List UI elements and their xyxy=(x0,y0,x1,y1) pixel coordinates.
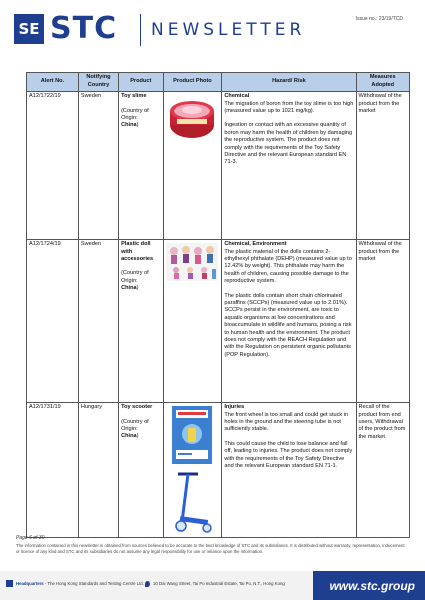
hazard-title: Injuries xyxy=(224,404,245,411)
hq-label: Headquarters xyxy=(16,581,44,586)
website-link[interactable]: www.stc.group xyxy=(329,579,415,593)
hazard-cell xyxy=(222,91,356,239)
col-alert-no: Alert No. xyxy=(27,73,79,92)
col-measures-adopted: Measures Adopted xyxy=(356,73,410,92)
hazard-cell xyxy=(222,402,356,537)
photo-cell xyxy=(163,402,222,537)
address: 10 Dai Wang Street, Tai Po Industrial Estate, Tai Po, N.T., Hong Kong xyxy=(153,581,285,586)
origin-value: China xyxy=(121,122,137,129)
hazard-text: The front wheel is too small and could get stuck in holes in the ground and the steering tube is not sufficiently stable. xyxy=(224,411,349,433)
website-banner xyxy=(313,571,425,600)
col-product-photo: Product Photo xyxy=(163,73,222,92)
logo-text: STC xyxy=(50,11,118,46)
table-row xyxy=(27,91,410,239)
plastic-doll-photo xyxy=(166,243,218,281)
col-product: Product xyxy=(119,73,163,92)
location-pin-icon xyxy=(145,581,150,587)
hazard-cell xyxy=(222,239,356,402)
hazard-text: This could cause the child to lose balance and fall off, leading to injuries. The product does not comply with the requirements of the Toy Safety Directive and the relevant European standard EN 71-1. xyxy=(224,440,353,470)
origin-label: (Country of Origin: xyxy=(121,418,149,432)
notifying-country: Sweden xyxy=(78,91,118,239)
page-number: Page 6 of 30 xyxy=(16,535,45,541)
hazard-text: The migration of boron from the toy slime is too high (measured value up to 1021 mg/kg). xyxy=(224,100,354,114)
product-name: Toy slime xyxy=(121,93,147,100)
product-cell: Toy scooter (Country of Origin: China) xyxy=(119,402,163,537)
alerts-table xyxy=(26,72,410,538)
col-notifying-country: Notifying Country xyxy=(78,73,118,92)
table-row xyxy=(27,402,410,537)
measures-adopted: Withdrawal of the product from the market xyxy=(356,91,410,239)
origin-value: China xyxy=(121,433,137,440)
notifying-country: Sweden xyxy=(78,239,118,402)
hazard-text: The plastic material of the dolls contains 2-ethylhexyl phthalate (DEHP) (measured value up to 12.42% by weight). This phthalate may harm the health of children, causing possible damage to the reproductive system. xyxy=(224,248,352,285)
measures-adopted: Withdrawal of the product from the market xyxy=(356,239,410,402)
hazard-title: Chemical xyxy=(224,93,250,100)
toy-slime-photo xyxy=(167,95,217,141)
page-header xyxy=(0,0,425,60)
stc-logo xyxy=(14,11,126,46)
product-cell: Plastic doll with accessories (Country of Origin: China) xyxy=(119,239,163,402)
origin-label: (Country of Origin: xyxy=(121,107,149,121)
alert-no: A12/1722/19 xyxy=(27,91,79,239)
issue-number: Issue no.: 23/19/TCD xyxy=(355,16,403,22)
newsletter-title: NEWSLETTER xyxy=(151,20,306,40)
hq-name: - The Hong Kong Standards and Testing Centre Ltd. xyxy=(43,581,144,586)
building-icon xyxy=(6,580,13,587)
photo-cell xyxy=(163,239,222,402)
disclaimer: The information contained in this newsletter is obtained from sources believed to be accurate to the best knowledge of STC and its subsidiaries. It is distributed without warranty, representation, inducement or licence of any kind and STC and its subsidiaries do not assume any legal responsibility for use or reliance upon the information. xyxy=(16,543,405,554)
product-name: Toy scooter xyxy=(121,404,153,411)
header-divider xyxy=(140,14,141,46)
hazard-title: Chemical, Environment xyxy=(224,241,287,248)
alert-no: A12/1724/19 xyxy=(27,239,79,402)
measures-adopted: Recall of the product from end users, Withdrawal of the product from the market xyxy=(356,402,410,537)
headquarters-info xyxy=(16,581,144,586)
col-hazard-risk: Hazard/ Risk xyxy=(222,73,356,92)
hazard-text: Ingestion or contact with an excessive quantity of boron may harm the health of children by damaging the reproductive system. The product does not comply with the requirements of the Toy Safety Directive and the relevant European standard EN 71-3. xyxy=(224,122,353,166)
logo-mark: SE xyxy=(14,14,44,44)
hazard-text: The plastic dolls contain short chain chlorinated paraffins (SCCPs) (measured value up to 2.01%). SCCPs persist in the environment, are toxic to aquatic organisms at low concentrations and bioaccumulate in wildlife and humans, posing a risk to human health and the environment. The product does not comply with the REACH Regulation and with the Regulation on persistent organic pollutants (POP Regulation). xyxy=(224,292,352,358)
table-header-row xyxy=(27,73,410,92)
page-footer xyxy=(0,571,425,600)
origin-value: China xyxy=(121,285,137,292)
product-name: Plastic doll with accessories xyxy=(121,241,154,262)
table-row xyxy=(27,239,410,402)
alert-no: A12/1731/19 xyxy=(27,402,79,537)
toy-scooter-box-photo xyxy=(168,406,216,466)
product-cell: Toy slime (Country of Origin: China) xyxy=(119,91,163,239)
notifying-country: Hungary xyxy=(78,402,118,537)
toy-scooter-photo xyxy=(168,468,216,534)
origin-label: (Country of Origin: xyxy=(121,270,149,284)
photo-cell xyxy=(163,91,222,239)
